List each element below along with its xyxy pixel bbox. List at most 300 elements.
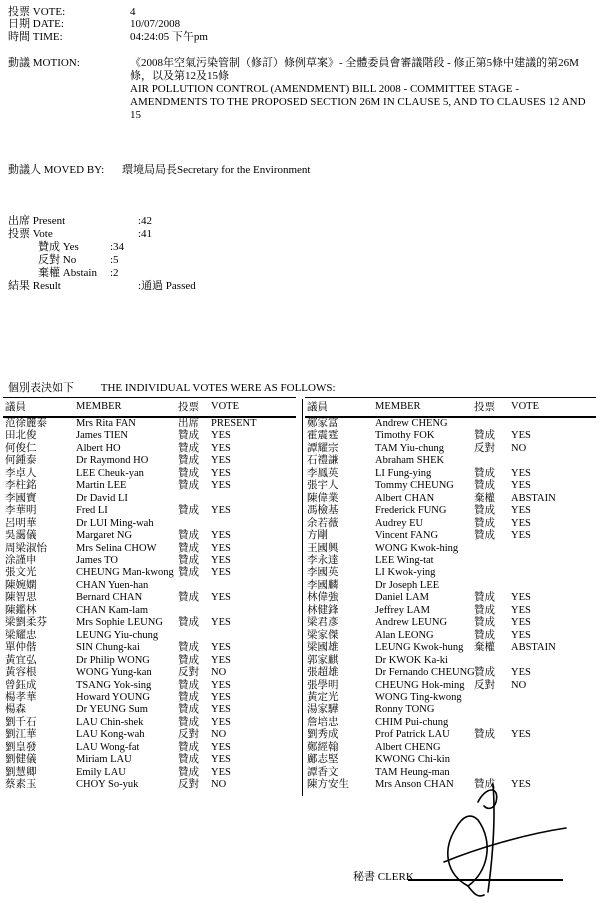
table-row (3, 767, 296, 779)
member-name-zh: 楊森 (5, 704, 26, 716)
table-row (305, 530, 596, 542)
member-name-zh: 何俊仁 (5, 442, 37, 454)
member-name-zh: 黃容根 (5, 667, 37, 679)
table-row (305, 417, 596, 430)
member-name-zh: 涂謹申 (5, 554, 37, 566)
member-name-zh: 李卓人 (5, 467, 37, 479)
member-name-zh: 單仲偕 (5, 642, 37, 654)
vote-en: YES (211, 642, 231, 654)
member-name-en: LEE Cheuk-yan (76, 467, 144, 479)
member-name-zh: 梁君彥 (307, 617, 339, 629)
summary-label: 贊成 Yes (38, 241, 79, 253)
member-name-en: LEUNG Kwok-hung (375, 642, 464, 654)
table-row (305, 605, 596, 617)
summary-value: :2 (110, 267, 119, 279)
member-name-en: Frederick FUNG (375, 505, 447, 517)
motion-text-en: AIR POLLUTION CONTROL (AMENDMENT) BILL 2008 - COMMITTEE STAGE - AMENDMENTS TO THE PROPOSED SECTION 26M IN CLAUSE 5, AND TO CLAUSES 12 AND 15 (130, 83, 586, 121)
vote-en: YES (211, 704, 231, 716)
vote-zh: 贊成 (474, 530, 495, 542)
vote-zh: 贊成 (474, 779, 495, 791)
summary-row (0, 241, 400, 254)
vote-en: YES (211, 430, 231, 442)
vote-en: YES (211, 691, 231, 703)
table-row (305, 754, 596, 766)
member-name-en: Dr Fernando CHEUNG (375, 667, 475, 679)
member-name-zh: 范徐麗泰 (5, 418, 47, 429)
member-name-en: Miriam LAU (76, 754, 132, 766)
vote-zh: 反對 (474, 679, 495, 691)
table-row (3, 455, 296, 467)
vote-en (511, 704, 596, 716)
vote-zh: 贊成 (474, 480, 495, 492)
table-row (3, 555, 296, 567)
table-row (3, 518, 296, 530)
vote-en (511, 767, 596, 779)
vote-zh (474, 704, 511, 716)
member-name-zh: 湯家驊 (307, 704, 339, 716)
member-name-en: CHEUNG Hok-ming (375, 679, 465, 691)
summary-row (0, 228, 400, 241)
member-name-en: Albert CHENG (375, 741, 441, 753)
member-name-en: Dr Raymond HO (76, 455, 149, 467)
member-name-zh: 吳靄儀 (5, 530, 37, 542)
vote-en: YES (211, 455, 231, 467)
member-name-zh: 張學明 (307, 679, 339, 691)
member-name-en: Fred LI (76, 505, 108, 517)
vote-en (211, 493, 296, 505)
vote-en (511, 455, 596, 467)
member-name-zh: 呂明華 (5, 517, 37, 529)
vote-zh: 贊成 (474, 729, 495, 741)
member-name-en: CHOY So-yuk (76, 779, 139, 791)
member-name-zh: 張宇人 (307, 480, 339, 492)
field-label: 時間 TIME: (8, 30, 63, 43)
vote-zh: 贊成 (474, 617, 495, 629)
table-row (3, 567, 296, 579)
vote-zh: 反對 (178, 779, 199, 791)
vote-en: YES (511, 617, 531, 629)
member-name-en: CHAN Kam-lam (76, 604, 149, 616)
vote-info-block (8, 6, 588, 43)
table-row (3, 754, 296, 766)
member-name-en: LAU Chin-shek (76, 716, 144, 728)
vote-en: YES (511, 779, 531, 791)
table-row (305, 630, 596, 642)
member-name-zh: 陳智思 (5, 592, 37, 604)
vote-en: NO (211, 667, 227, 679)
vote-zh: 贊成 (178, 679, 199, 691)
column-header-vote-en: VOTE (211, 398, 296, 418)
member-name-zh: 林偉強 (307, 592, 339, 604)
table-row (305, 767, 596, 779)
member-name-zh: 曾鈺成 (5, 679, 37, 691)
member-name-zh: 李國英 (307, 567, 339, 579)
vote-zh: 反對 (474, 442, 495, 454)
vote-en (511, 417, 596, 430)
vote-en (511, 692, 596, 704)
column-header-member-zh: 議員 (3, 398, 76, 418)
vote-zh: 棄權 (474, 492, 495, 504)
vote-zh (474, 567, 511, 579)
member-name-en: James TIEN (76, 430, 129, 442)
table-row (3, 680, 296, 692)
member-name-en: Vincent FANG (375, 530, 439, 542)
summary-value: :41 (138, 228, 153, 240)
vote-zh: 贊成 (178, 691, 199, 703)
member-name-zh: 鄺志堅 (307, 754, 339, 766)
table-row (3, 480, 296, 492)
summary-label: 出席 Present (8, 215, 66, 227)
vote-en: YES (211, 442, 231, 454)
vote-en: ABSTAIN (511, 492, 556, 504)
info-row (8, 18, 588, 30)
motion-row (8, 57, 592, 122)
vote-en (511, 543, 596, 555)
member-name-en: LAU Wong-fat (76, 741, 140, 753)
member-name-en: Tommy CHEUNG (375, 480, 454, 492)
member-name-zh: 霍震霆 (307, 430, 339, 442)
vote-zh (178, 518, 211, 530)
vote-en (511, 580, 596, 592)
member-name-en: Mrs Sophie LEUNG (76, 617, 163, 629)
member-name-en: Dr YEUNG Sum (76, 704, 148, 716)
table-row (305, 505, 596, 517)
vote-zh: 贊成 (474, 505, 495, 517)
vote-zh (474, 742, 511, 754)
vote-zh: 贊成 (178, 716, 199, 728)
member-name-zh: 周梁淑怡 (5, 542, 47, 554)
vote-en (511, 567, 596, 579)
member-name-en: Howard YOUNG (76, 691, 150, 703)
table-row (3, 742, 296, 754)
column-header-member-en: MEMBER (375, 398, 474, 418)
vote-zh: 贊成 (178, 505, 199, 517)
table-row (305, 480, 596, 492)
vote-zh: 贊成 (474, 467, 495, 479)
vote-summary (0, 215, 400, 293)
column-header-member-zh: 議員 (305, 398, 375, 418)
member-name-zh: 鄭家富 (307, 418, 339, 429)
vote-zh: 反對 (178, 729, 199, 741)
table-row (305, 680, 596, 692)
table-row (3, 642, 296, 654)
summary-value: :42 (138, 215, 153, 227)
member-name-zh: 李鳳英 (307, 467, 339, 479)
vote-en: YES (511, 505, 531, 517)
member-name-zh: 張超雄 (307, 667, 339, 679)
vote-en: YES (511, 480, 531, 492)
member-name-en: SIN Chung-kai (76, 642, 140, 654)
vote-zh (474, 580, 511, 592)
table-header-row (3, 398, 296, 418)
vote-zh: 贊成 (474, 430, 495, 442)
member-name-zh: 楊孝華 (5, 691, 37, 703)
vote-en: YES (211, 617, 231, 629)
member-name-en: Dr Philip WONG (76, 654, 150, 666)
table-row (305, 493, 596, 505)
column-header-vote-zh: 投票 (474, 398, 511, 418)
table-row (3, 580, 296, 592)
vote-zh: 贊成 (178, 567, 199, 579)
table-row (305, 430, 596, 442)
vote-zh (474, 767, 511, 779)
vote-zh (178, 493, 211, 505)
vote-en: YES (511, 430, 531, 442)
table-row (305, 592, 596, 604)
vote-en: PRESENT (211, 418, 257, 429)
individual-votes-heading-zh: 個別表決如下 (8, 382, 74, 394)
moved-by-label: 動議人 MOVED BY: (8, 164, 105, 176)
table-row (3, 543, 296, 555)
vote-zh: 贊成 (178, 617, 199, 629)
member-name-en: Andrew CHENG (375, 418, 448, 429)
member-name-en: KWONG Chi-kin (375, 754, 450, 766)
member-name-zh: 李國麟 (307, 579, 339, 591)
member-name-zh: 梁劉柔芬 (5, 617, 47, 629)
member-name-zh: 劉皇發 (5, 741, 37, 753)
table-row (3, 779, 296, 791)
vote-en: NO (211, 729, 227, 741)
member-name-en: LAU Kong-wah (76, 729, 145, 741)
member-name-zh: 方剛 (307, 530, 328, 542)
member-name-zh: 馮檢基 (307, 505, 339, 517)
vote-zh: 贊成 (178, 741, 199, 753)
vote-en: YES (211, 530, 231, 542)
moved-by-row (8, 164, 310, 177)
vote-zh (474, 754, 511, 766)
member-name-en: Andrew LEUNG (375, 617, 448, 629)
table-row (3, 729, 296, 741)
vote-zh: 贊成 (178, 754, 199, 766)
member-name-en: Mrs Anson CHAN (375, 779, 454, 791)
member-name-zh: 蔡素玉 (5, 779, 37, 791)
member-name-en: Jeffrey LAM (375, 604, 430, 616)
vote-en: YES (211, 542, 231, 554)
vote-zh: 贊成 (474, 667, 495, 679)
member-name-en: WONG Kwok-hing (375, 542, 459, 554)
vote-en: YES (211, 766, 231, 778)
member-name-zh: 梁耀忠 (5, 629, 37, 641)
vote-zh: 贊成 (178, 642, 199, 654)
member-name-en: Abraham SHEK (375, 455, 445, 467)
vote-en (211, 518, 296, 530)
table-row (305, 555, 596, 567)
vote-en: YES (511, 467, 531, 479)
clerk-label: 秘書 CLERK (353, 871, 414, 883)
vote-en: YES (511, 667, 531, 679)
table-row (3, 468, 296, 480)
table-row (3, 443, 296, 455)
member-name-en: CHIM Pui-chung (375, 716, 449, 728)
member-name-en: Ronny TONG (375, 704, 435, 716)
vote-en: YES (511, 592, 531, 604)
member-name-zh: 張文光 (5, 567, 37, 579)
vote-zh: 贊成 (178, 480, 199, 492)
table-row (305, 543, 596, 555)
member-name-en: CHAN Yuen-han (76, 579, 149, 591)
table-divider (302, 399, 303, 796)
member-name-en: Alan LEONG (375, 629, 434, 641)
vote-zh: 贊成 (178, 442, 199, 454)
member-name-zh: 黃定光 (307, 691, 339, 703)
table-row (3, 530, 296, 542)
member-name-zh: 劉江華 (5, 729, 37, 741)
vote-en (511, 742, 596, 754)
summary-value: :34 (110, 241, 125, 253)
vote-en: YES (211, 467, 231, 479)
clerk-signature (438, 782, 570, 900)
member-name-en: James TO (76, 554, 118, 566)
member-name-en: Dr LUI Ming-wah (76, 517, 154, 529)
table-row (305, 455, 596, 467)
table-row (305, 655, 596, 667)
member-name-zh: 梁國雄 (307, 642, 339, 654)
member-name-zh: 劉千石 (5, 716, 37, 728)
member-name-zh: 何鍾泰 (5, 455, 37, 467)
member-name-en: Dr David LI (76, 492, 128, 504)
member-name-zh: 劉秀成 (307, 729, 339, 741)
table-row (305, 667, 596, 679)
member-name-zh: 陳婉嫻 (5, 579, 37, 591)
member-name-en: Mrs Selina CHOW (76, 542, 157, 554)
vote-en (511, 555, 596, 567)
table-row (305, 580, 596, 592)
field-value: 04:24:05 下午pm (130, 30, 208, 43)
vote-en: ABSTAIN (511, 642, 556, 654)
vote-zh (474, 717, 511, 729)
vote-zh (178, 630, 211, 642)
info-row (8, 6, 588, 18)
vote-en: YES (211, 505, 231, 517)
member-name-zh: 李柱銘 (5, 480, 37, 492)
member-name-zh: 陳鑑林 (5, 604, 37, 616)
table-row (3, 704, 296, 716)
table-row (305, 692, 596, 704)
member-name-en: Dr KWOK Ka-ki (375, 654, 448, 666)
summary-label: 反對 No (38, 254, 77, 266)
member-name-zh: 李華明 (5, 505, 37, 517)
table-row (305, 704, 596, 716)
summary-row (0, 254, 400, 267)
member-name-en: TAM Yiu-chung (375, 442, 445, 454)
vote-en (511, 655, 596, 667)
member-name-en: Dr Joseph LEE (375, 579, 440, 591)
vote-zh: 贊成 (474, 629, 495, 641)
member-name-en: Albert CHAN (375, 492, 435, 504)
table-row (305, 518, 596, 530)
vote-en: YES (511, 729, 531, 741)
table-row (3, 605, 296, 617)
moved-by-value: 環境局局長Secretary for the Environment (122, 164, 311, 176)
individual-votes-heading-en: THE INDIVIDUAL VOTES WERE AS FOLLOWS: (100, 382, 336, 394)
member-name-en: Audrey EU (375, 517, 424, 529)
vote-en: NO (511, 442, 527, 454)
member-name-en: Timothy FOK (375, 430, 435, 442)
table-row (3, 667, 296, 679)
vote-en (211, 580, 296, 592)
vote-en (211, 605, 296, 617)
summary-value: :通過 Passed (138, 280, 196, 292)
member-name-zh: 郭家麒 (307, 654, 339, 666)
vote-en: YES (211, 654, 231, 666)
member-name-en: LEUNG Yiu-chung (76, 629, 159, 641)
member-name-zh: 劉慧卿 (5, 766, 37, 778)
summary-row (0, 280, 400, 293)
member-name-en: Bernard CHAN (76, 592, 143, 604)
vote-en: YES (211, 754, 231, 766)
vote-en: NO (211, 779, 227, 791)
vote-zh: 贊成 (178, 542, 199, 554)
vote-zh: 贊成 (178, 704, 199, 716)
member-name-zh: 梁家傑 (307, 629, 339, 641)
vote-en: YES (511, 517, 531, 529)
vote-en: YES (211, 554, 231, 566)
table-row (305, 617, 596, 629)
member-name-en: TAM Heung-man (375, 766, 450, 778)
vote-zh: 贊成 (474, 592, 495, 604)
info-row (8, 31, 588, 43)
vote-zh: 贊成 (178, 530, 199, 542)
vote-zh: 反對 (178, 667, 199, 679)
vote-zh: 贊成 (474, 604, 495, 616)
vote-en: YES (511, 530, 531, 542)
table-row (3, 717, 296, 729)
table-row (305, 729, 596, 741)
vote-zh (474, 555, 511, 567)
vote-zh: 贊成 (178, 430, 199, 442)
vote-zh (178, 605, 211, 617)
summary-value: :5 (110, 254, 119, 266)
member-name-en: Martin LEE (76, 480, 127, 492)
member-name-en: Daniel LAM (375, 592, 429, 604)
table-row (3, 617, 296, 629)
vote-en (211, 630, 296, 642)
member-name-en: Albert HO (76, 442, 121, 454)
table-row (305, 443, 596, 455)
member-name-zh: 王國興 (307, 542, 339, 554)
table-row (305, 742, 596, 754)
vote-en: YES (211, 592, 231, 604)
field-value: 10/07/2008 (130, 18, 181, 31)
member-name-en: LI Fung-ying (375, 467, 432, 479)
member-name-en: Prof Patrick LAU (375, 729, 450, 741)
motion-text (130, 57, 588, 122)
field-label: 日期 DATE: (8, 18, 64, 31)
member-name-en: CHEUNG Man-kwong (76, 567, 174, 579)
vote-en: YES (211, 741, 231, 753)
vote-en (511, 754, 596, 766)
member-name-zh: 石禮謙 (307, 455, 339, 467)
vote-zh: 贊成 (178, 554, 199, 566)
member-name-zh: 林健鋒 (307, 604, 339, 616)
table-row (305, 717, 596, 729)
table-header-row (305, 398, 596, 418)
motion-label: 動議 MOTION: (8, 57, 80, 69)
table-row (305, 567, 596, 579)
vote-zh (178, 580, 211, 592)
member-name-zh: 陳方安生 (307, 779, 349, 791)
member-name-zh: 譚耀宗 (307, 442, 339, 454)
vote-zh: 棄權 (474, 642, 495, 654)
votes-table-left (3, 397, 296, 792)
vote-zh: 出席 (178, 418, 199, 429)
member-name-zh: 劉健儀 (5, 754, 37, 766)
field-label: 投票 VOTE: (8, 6, 66, 18)
member-name-zh: 田北俊 (5, 430, 37, 442)
table-row (3, 493, 296, 505)
summary-row (0, 267, 400, 280)
summary-label: 結果 Result (8, 280, 61, 292)
